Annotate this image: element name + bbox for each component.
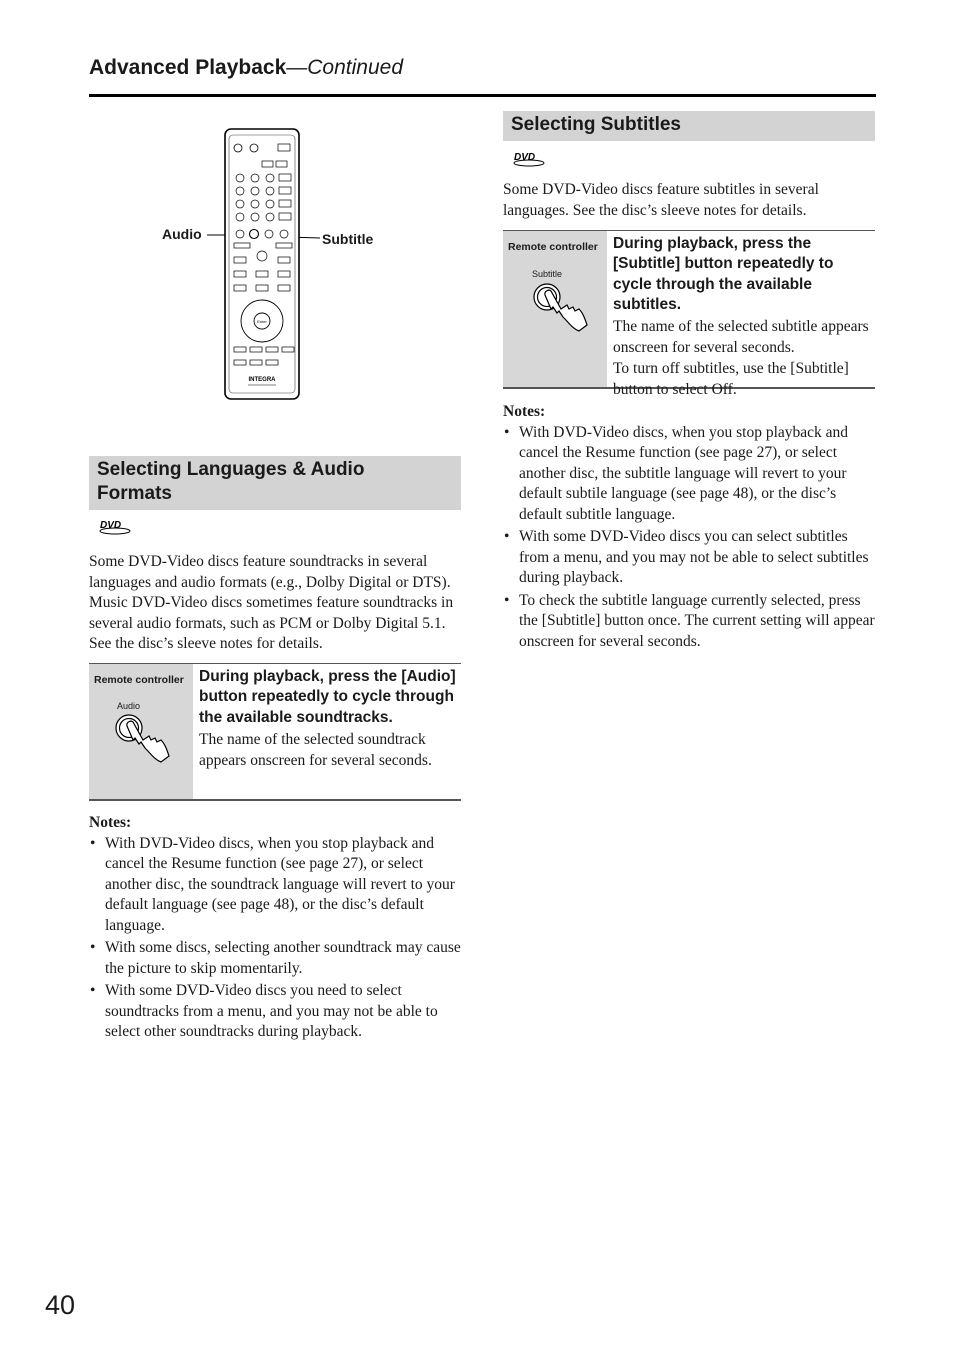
dvd-logo-icon [512,149,548,169]
page-number: 40 [45,1290,76,1320]
remote-controller-caption: Remote controller [94,674,184,686]
note-item: • To check the subtitle language currently selected, press the [Subtitle] button once. The current setting will appear onscreen for several seconds. [504,591,875,650]
title-text: Advanced Playback [89,56,287,79]
instruction-subtitle: During playback, press the [Subtitle] button repeatedly to cycle through the available subtitles. [613,235,834,313]
subtitles-notes [503,402,877,654]
instruction-audio: During playback, press the [Audio] button repeatedly to cycle through the available soundtracks. [199,668,456,726]
dvd-logo-icon [98,517,134,537]
instruction-audio-detail: The name of the selected soundtrack appears onscreen for several seconds. [199,730,432,769]
page-title [89,56,403,80]
page-header [89,54,876,97]
callout-subtitle-label: Subtitle [322,231,374,247]
languages-notes [89,813,463,1045]
remote-controller-panel [89,664,193,799]
instruction-box-subtitle [503,230,875,398]
finger-press-audio-icon [111,712,173,772]
note-item: • With some discs, selecting another soundtrack may cause the picture to skip momentarily. [90,939,461,977]
languages-intro: Some DVD-Video discs feature soundtracks in several languages and audio formats (e.g., Dolby Digital or DTS). Music DVD-Video discs sometimes feature soundtracks in several audio formats, such as PCM or Dolby Digital 5.1. See the disc’s sleeve notes for details. [89,553,454,652]
section-heading-subtitles [503,111,875,141]
notes-list [89,834,463,1043]
remote-controller-panel [503,231,607,387]
subtitles-intro: Some DVD-Video discs feature subtitles in several languages. See the disc’s sleeve notes for details. [503,181,819,219]
instruction-content [199,664,461,771]
notes-title: Notes: [89,814,132,831]
callout-audio-label: Audio [162,226,202,242]
heading-text: Selecting Subtitles [511,114,681,135]
subtitle-button-label: Subtitle [532,269,563,279]
remote-brand-logo: INTEGRA [248,377,276,383]
audio-button-label: Audio [117,701,141,711]
instruction-subtitle-detail-2: To turn off subtitles, use the [Subtitle] button to select Off. [613,359,849,398]
notes-list [503,423,877,653]
note-item: • With some DVD-Video discs you can select subtitles from a menu, and you may not be able to select subtitles during playback. [504,528,869,586]
notes-title: Notes: [503,403,546,420]
svg-text:DVD: DVD [514,152,536,163]
instruction-subtitle-detail-1: The name of the selected subtitle appears onscreen for several seconds. [613,318,869,356]
remote-control-drawing [150,125,400,407]
instruction-content [613,231,875,400]
note-item: • With some DVD-Video discs you need to select soundtracks from a menu, and you may not be able to select other soundtracks during playback. [90,982,438,1040]
instruction-box-audio [89,663,461,801]
remote-controller-caption: Remote controller [508,241,598,253]
finger-press-subtitle-icon [529,281,591,341]
note-item: • With DVD-Video discs, when you stop playback and cancel the Resume function (see page 27), or select another disc, the soundtrack language will revert to your default language (see page 48), or the disc’s default language. [90,834,455,934]
title-continued: —Continued [286,56,404,79]
section-heading-languages [89,456,461,510]
remote-illustration [150,125,400,407]
heading-line-1: Selecting Languages & Audio [97,459,365,480]
heading-line-2: Formats [97,483,172,504]
svg-text:DVD: DVD [100,520,122,531]
note-item: • With DVD-Video discs, when you stop playback and cancel the Resume function (see page 27), or select another disc, the subtitle language will revert to your default subtile language (see page 48), or the disc’s default subtitle language. [504,423,849,523]
svg-text:Enter: Enter [257,319,267,324]
